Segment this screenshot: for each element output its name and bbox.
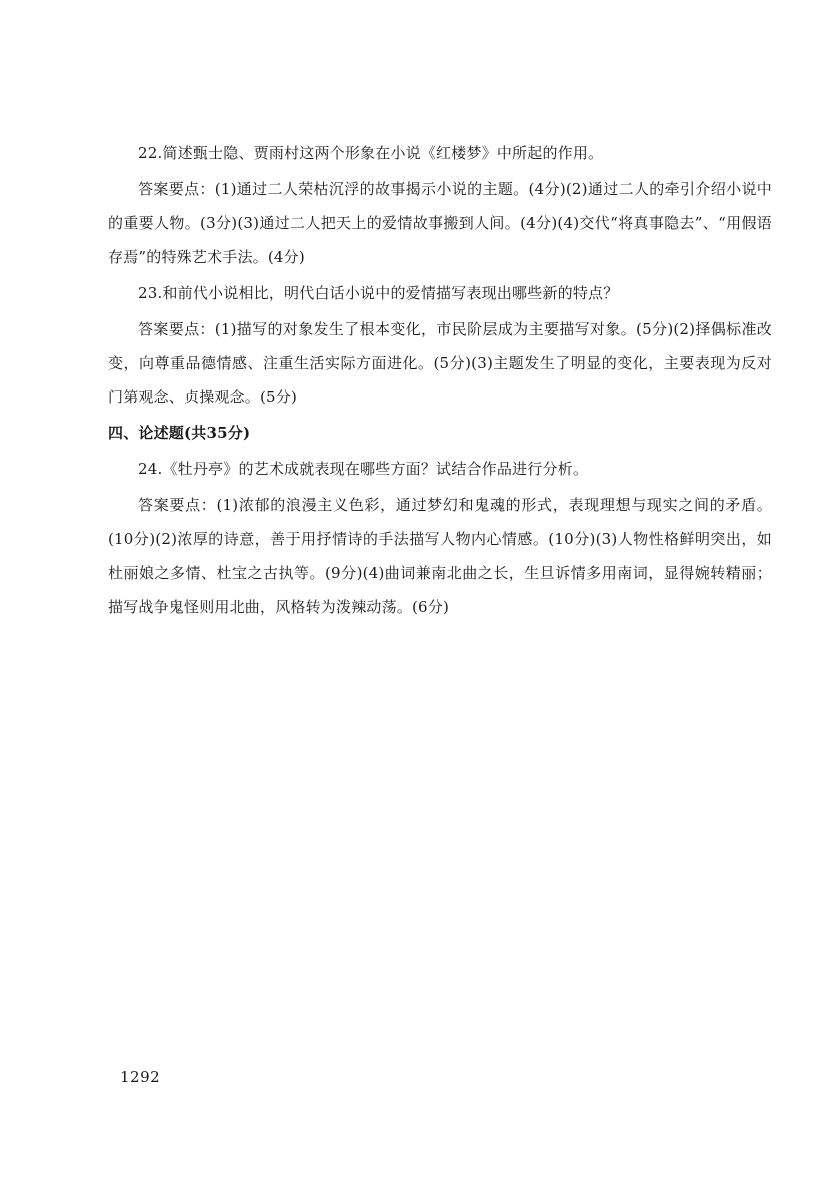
answer-content <box>108 136 772 626</box>
answer-22: 答案要点：(1)通过二人荣枯沉浮的故事揭示小说的主题。(4分)(2)通过二人的牵引介绍小说中的重要人物。(3分)(3)通过二人把天上的爱情故事搬到人间。(4分)(4)交代“将真事隐去”、“用假语存焉”的特殊艺术手法。(4分) <box>108 180 772 266</box>
section-heading-essay: 四、论述题(共35分) <box>108 424 251 442</box>
page-number: 1292 <box>120 1068 161 1086</box>
answer-24: 答案要点：(1)浓郁的浪漫主义色彩，通过梦幻和鬼魂的形式，表现理想与现实之间的矛盾。(10分)(2)浓厚的诗意，善于用抒情诗的手法描写人物内心情感。(10分)(3)人物性格鲜明突出，如杜丽娘之多情、杜宝之古执等。(9分)(4)曲词兼南北曲之长，生旦诉情多用南词，显得婉转精丽；描写战争鬼怪则用北曲，风格转为泼辣动荡。(6分) <box>108 496 772 616</box>
answer-23: 答案要点：(1)描写的对象发生了根本变化，市民阶层成为主要描写对象。(5分)(2)择偶标准改变，向尊重品德情感、注重生活实际方面进化。(5分)(3)主题发生了明显的变化，主要表现为反对门第观念、贞操观念。(5分) <box>108 320 772 406</box>
question-24: 24.《牡丹亭》的艺术成就表现在哪些方面？试结合作品进行分析。 <box>138 460 589 478</box>
question-23: 23.和前代小说相比，明代白话小说中的爱情描写表现出哪些新的特点？ <box>138 284 619 302</box>
question-22: 22.简述甄士隐、贾雨村这两个形象在小说《红楼梦》中所起的作用。 <box>138 144 604 162</box>
